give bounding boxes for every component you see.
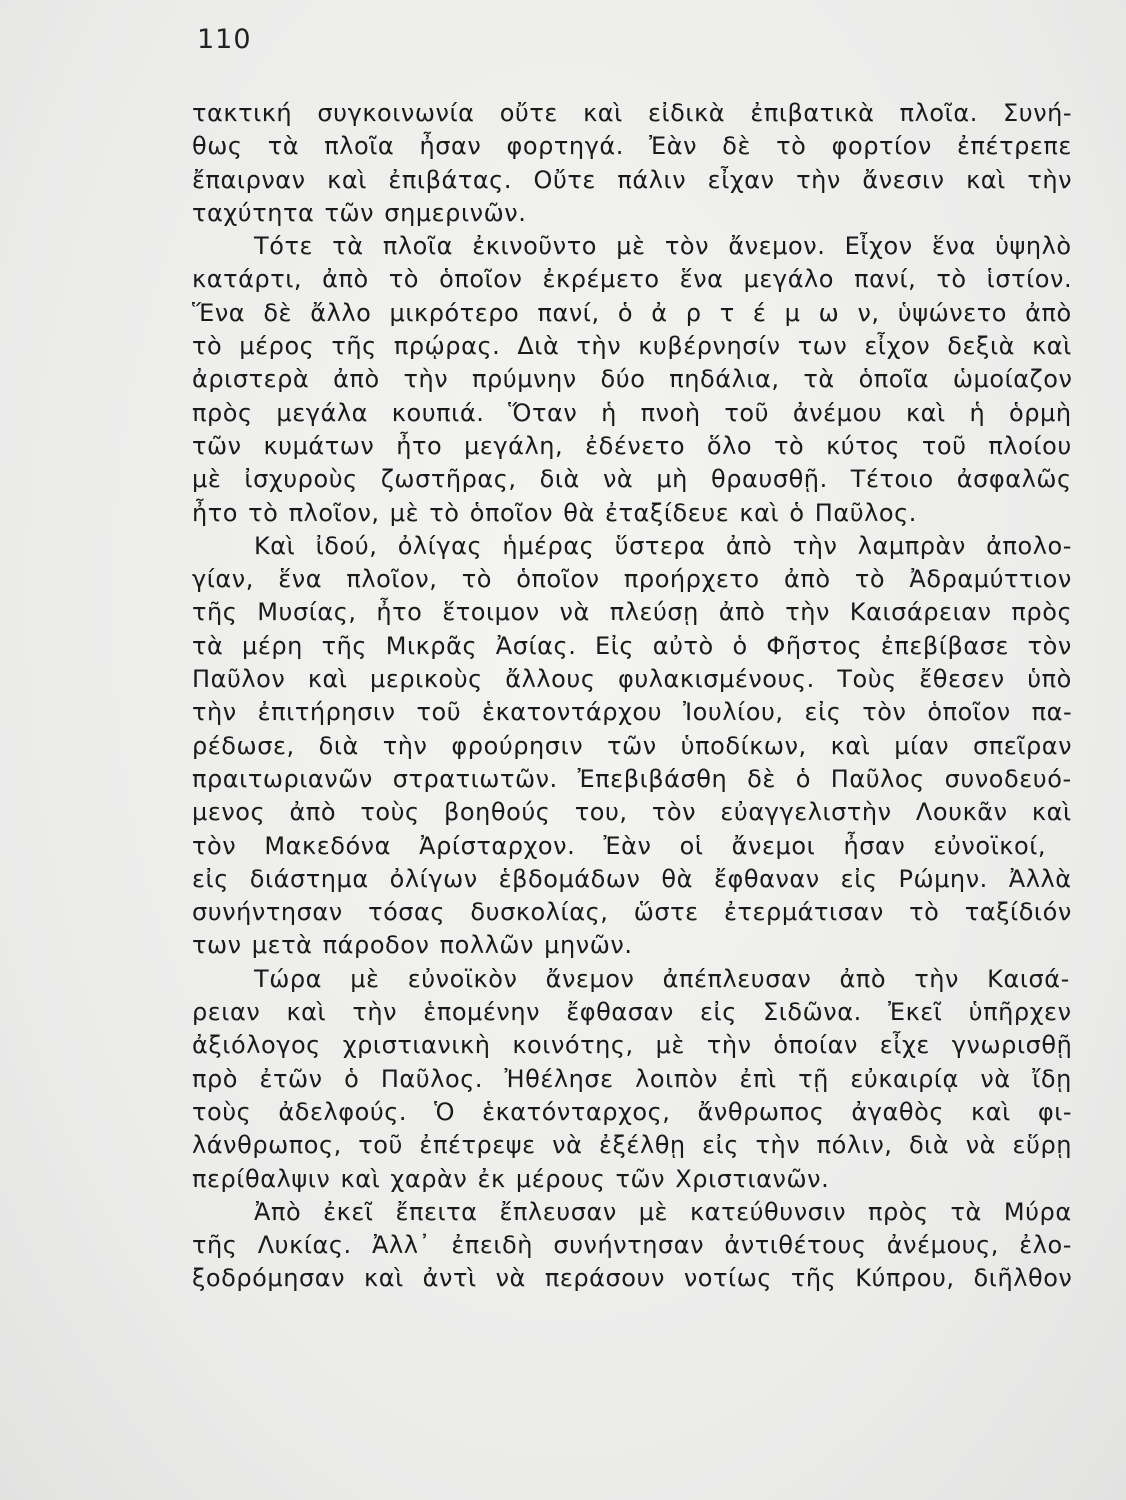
- text-line: Ἕνα δὲ ἄλλο μικρότερο πανί, ὁ ἀ ρ τ έ μ ω ν, ὑψώνετο ἀπὸ: [192, 298, 1072, 327]
- text-line: Καὶ ἰδού, ὀλίγας ἡμέρας ὕστερα ἀπὸ τὴν λαμπρὰν ἀπολο-: [254, 531, 1072, 560]
- text-line: τὴν ἐπιτήρησιν τοῦ ἑκατοντάρχου Ἰουλίου, εἰς τὸν ὁποῖον πα-: [192, 698, 1073, 727]
- text-line: πραιτωριανῶν στρατιωτῶν. Ἐπεβιβάσθη δὲ ὁ Παῦλος συνοδευό-: [192, 764, 1072, 793]
- text-line: Ἀπὸ ἐκεῖ ἔπειτα ἔπλευσαν μὲ κατεύθυνσιν πρὸς τὰ Μύρα: [254, 1197, 1072, 1226]
- text-line: των μετὰ πάροδον πολλῶν μηνῶν.: [192, 931, 633, 960]
- text-line: ρειαν καὶ τὴν ἑπομένην ἔφθασαν εἰς Σιδῶνα. Ἐκεῖ ὑπῆρχεν: [192, 998, 1072, 1027]
- text-line: τὸ μέρος τῆς πρῴρας. Διὰ τὴν κυβέρνησίν των εἶχον δεξιὰ καὶ: [192, 332, 1072, 361]
- text-line: ξοδρόμησαν καὶ ἀντὶ νὰ περάσουν νοτίως τῆς Κύπρου, διῆλθον: [192, 1264, 1073, 1293]
- text-line: ἀξιόλογος χριστιανικὴ κοινότης, μὲ τὴν ὁποίαν εἶχε γνωρισθῇ: [192, 1031, 1073, 1060]
- text-line: ταχύτητα τῶν σημερινῶν.: [192, 198, 527, 227]
- text-line: Παῦλον καὶ μερικοὺς ἄλλους φυλακισμένους. Τοὺς ἔθεσεν ὑπὸ: [192, 665, 1072, 694]
- text-line: τὰ μέρη τῆς Μικρᾶς Ἀσίας. Εἰς αὐτὸ ὁ Φῆστος ἐπεβίβασε τὸν: [192, 631, 1072, 660]
- text-line: μὲ ἰσχυροὺς ζωστῆρας, διὰ νὰ μὴ θραυσθῇ. Τέτοιο ἀσφαλῶς: [192, 465, 1072, 494]
- text-line: τοὺς ἀδελφούς. Ὁ ἑκατόνταρχος, ἄνθρωπος ἀγαθὸς καὶ φι-: [192, 1097, 1073, 1126]
- text-line: ἀριστερὰ ἀπὸ τὴν πρύμνην δύο πηδάλια, τὰ ὁποῖα ὡμοίαζον: [192, 365, 1073, 394]
- text-line: ἔπαιρναν καὶ ἐπιβάτας. Οὔτε πάλιν εἶχαν τὴν ἄνεσιν καὶ τὴν: [192, 165, 1073, 194]
- text-line: τακτική συγκοινωνία οὔτε καὶ εἰδικὰ ἐπιβατικὰ πλοῖα. Συνή-: [192, 99, 1073, 127]
- text-line: περίθαλψιν καὶ χαρὰν ἐκ μέρους τῶν Χριστιανῶν.: [192, 1164, 830, 1193]
- text-line: πρὸ ἐτῶν ὁ Παῦλος. Ἠθέλησε λοιπὸν ἐπὶ τῇ εὐκαιρίᾳ νὰ ἴδῃ: [192, 1064, 1072, 1093]
- page-number: 110: [197, 24, 252, 55]
- text-line: τὸν Μακεδόνα Ἀρίσταρχον. Ἐὰν οἱ ἄνεμοι ἦσαν εὐνοϊκοί,: [192, 831, 1047, 860]
- text-line: θως τὰ πλοῖα ἦσαν φορτηγά. Ἐὰν δὲ τὸ φορτίον ἐπέτρεπε: [192, 132, 1072, 161]
- text-line: μενος ἀπὸ τοὺς βοηθούς του, τὸν εὐαγγελιστὴν Λουκᾶν καὶ: [192, 798, 1072, 827]
- text-line: Τώρα μὲ εὐνοϊκὸν ἄνεμον ἀπέπλευσαν ἀπὸ τὴν Καισά-: [254, 964, 1070, 993]
- text-line: λάνθρωπος, τοῦ ἐπέτρεψε νὰ ἐξέλθῃ εἰς τὴν πόλιν, διὰ νὰ εὕρῃ: [192, 1131, 1073, 1160]
- text-line: τῶν κυμάτων ἦτο μεγάλη, ἐδένετο ὅλο τὸ κύτος τοῦ πλοίου: [192, 431, 1072, 460]
- text-line: συνήντησαν τόσας δυσκολίας, ὥστε ἐτερμάτισαν τὸ ταξίδιόν: [192, 898, 1072, 927]
- text-line: γίαν, ἕνα πλοῖον, τὸ ὁποῖον προήρχετο ἀπὸ τὸ Ἀδραμύττιον: [192, 565, 1072, 594]
- text-line: πρὸς μεγάλα κουπιά. Ὅταν ἡ πνοὴ τοῦ ἀνέμου καὶ ἡ ὁρμὴ: [192, 398, 1072, 427]
- text-line: κατάρτι, ἀπὸ τὸ ὁποῖον ἐκρέμετο ἕνα μεγάλο πανί, τὸ ἱστίον.: [192, 265, 1073, 294]
- text-line: τῆς Μυσίας, ἦτο ἕτοιμον νὰ πλεύσῃ ἀπὸ τὴν Καισάρειαν πρὸς: [192, 598, 1073, 627]
- body-text: [192, 97, 1072, 1296]
- text-line: ἦτο τὸ πλοῖον, μὲ τὸ ὁποῖον θὰ ἐταξίδευε καὶ ὁ Παῦλος.: [192, 498, 917, 527]
- text-line: εἰς διάστημα ὀλίγων ἑβδομάδων θὰ ἔφθαναν εἰς Ρώμην. Ἀλλὰ: [192, 864, 1072, 893]
- text-line: ρέδωσε, διὰ τὴν φρούρησιν τῶν ὑποδίκων, καὶ μίαν σπεῖραν: [192, 731, 1073, 760]
- text-line: Τότε τὰ πλοῖα ἐκινοῦντο μὲ τὸν ἄνεμον. Εἶχον ἕνα ὑψηλὸ: [254, 232, 1072, 261]
- text-line: τῆς Λυκίας. Ἀλλ᾽ ἐπειδὴ συνήντησαν ἀντιθέτους ἀνέμους, ἐλο-: [192, 1231, 1072, 1260]
